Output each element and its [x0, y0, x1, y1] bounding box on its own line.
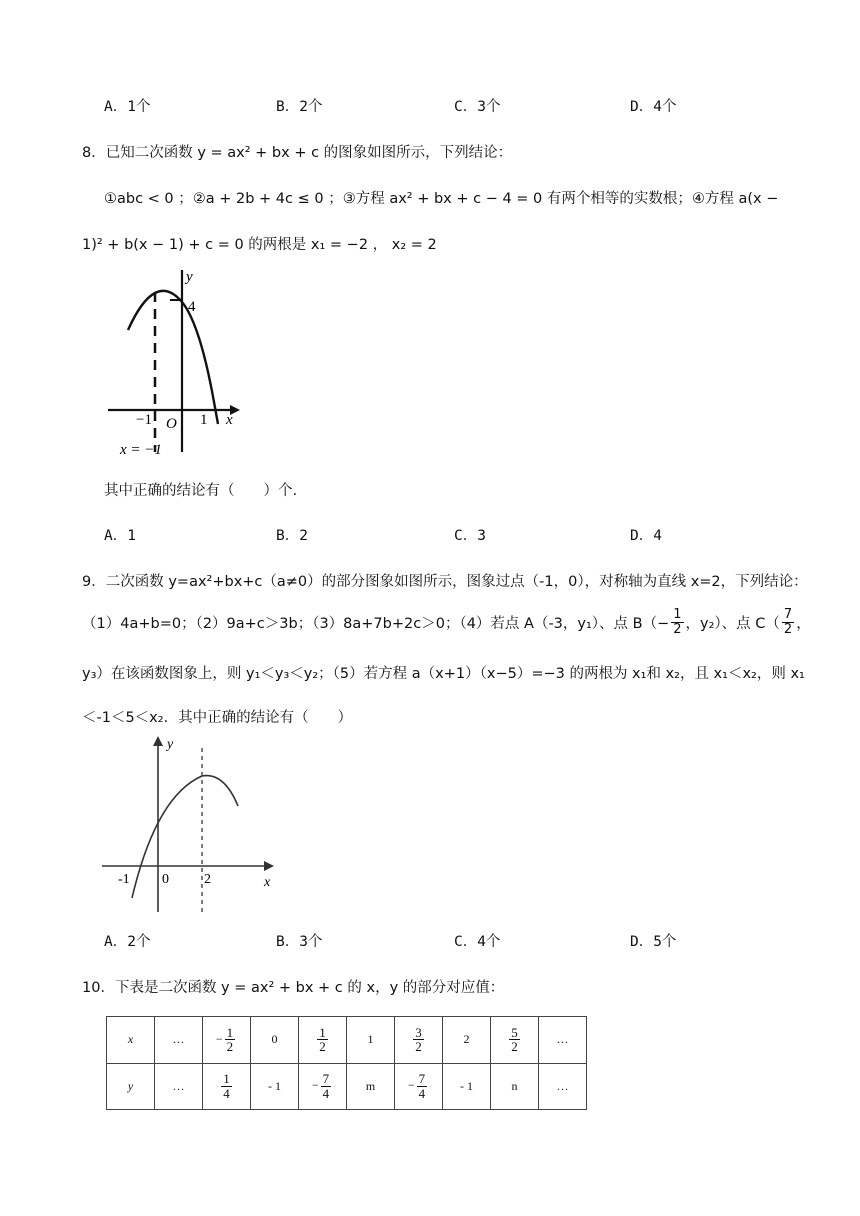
q8-neg-one-label: −1 [136, 412, 152, 428]
q7-option-b: B．2个 [276, 99, 323, 115]
q9-option-d: D．5个 [630, 934, 677, 950]
table-cell: … [539, 1063, 587, 1110]
table-cell: m [347, 1063, 395, 1110]
q8-vertex-label: 4 [188, 299, 196, 315]
q9-line2-part-a: （1）4a+b=0；（2）9a+c＞3b；（3）8a+7b+2c＞0；（4）若点 A（-3，y₁）、点 B（− [82, 615, 670, 632]
q9-conclusions-line2 [82, 608, 811, 636]
table-cell: − $\frac{7}{4}$ [299, 1063, 347, 1110]
table-row-x [107, 1017, 587, 1064]
table-cell: n [491, 1063, 539, 1110]
q9-line2-part-b: ，y₂）、点 C（ [685, 615, 780, 632]
q9-parabola-curve [132, 776, 238, 898]
table-cell: … [155, 1063, 203, 1110]
q9-two-label: 2 [204, 872, 211, 887]
table-row-y [107, 1063, 587, 1110]
q8-parabola-curve [128, 291, 218, 424]
q8-one-label: 1 [200, 412, 208, 428]
q9-stem: 9．二次函数 y=ax²+bx+c（a≠0）的部分图象如图所示，图象过点（-1，0），对称轴为直线 x=2，下列结论： [82, 574, 808, 590]
table-cell: … [539, 1017, 587, 1064]
q8-stem: 8．已知二次函数 y = ax² + bx + c 的图象如图所示，下列结论： [82, 145, 513, 161]
q8-x-label: x [226, 412, 233, 428]
q8-option-a: A．1 [104, 528, 136, 544]
q7-option-a: A．1个 [104, 99, 151, 115]
q9-y-label: y [167, 737, 174, 752]
table-cell: 1 [347, 1017, 395, 1064]
table-cell: 2 [443, 1017, 491, 1064]
q9-option-b: B．3个 [276, 934, 323, 950]
q9-line2-part-c: ， [796, 615, 811, 632]
q8-axis-equation: x = −1 [120, 442, 162, 458]
q8-option-c: C．3 [454, 528, 486, 544]
table-cell: 0 [251, 1017, 299, 1064]
table-cell: x [107, 1017, 155, 1064]
q9-y-arrow [153, 736, 163, 746]
table-cell: $\frac{1}{4}$ [203, 1063, 251, 1110]
q10-value-table [106, 1016, 587, 1110]
q9-conclusions-line3: y₃）在该函数图象上，则 y₁＜y₃＜y₂；（5）若方程 a（x+1）（x−5）=−3 的两根为 x₁和 x₂，且 x₁＜x₂，则 x₁ [82, 666, 805, 682]
q8-y-label: y [186, 269, 193, 285]
q8-parabola-graph [100, 262, 245, 458]
q8-origin-label: O [166, 416, 177, 432]
q9-parabola-graph [96, 732, 286, 918]
q10-stem: 10．下表是二次函数 y = ax² + bx + c 的 x，y 的部分对应值： [82, 980, 505, 996]
q8-conclusions-line1: ①abc < 0 ；②a + 2b + 4c ≤ 0 ；③方程 ax² + bx + c − 4 = 0 有两个相等的实数根；④方程 a(x − [104, 191, 779, 207]
q8-conclusions-line2: 1)² + b(x − 1) + c = 0 的两根是 x₁ = −2 ， x₂ = 2 [82, 237, 437, 253]
table-cell: − $\frac{7}{4}$ [395, 1063, 443, 1110]
q7-option-c: C．3个 [454, 99, 501, 115]
q9-fraction-one-half: $\frac{1}{2}$ [673, 607, 682, 637]
table-cell: − $\frac{1}{2}$ [203, 1017, 251, 1064]
q9-neg-one-label: -1 [118, 872, 130, 887]
q8-question: 其中正确的结论有（ ）个. [104, 483, 298, 499]
table-cell: - 1 [443, 1063, 491, 1110]
q9-option-a: A．2个 [104, 934, 151, 950]
table-cell: … [155, 1017, 203, 1064]
q9-x-arrow [264, 861, 274, 871]
q8-option-d: D．4 [630, 528, 662, 544]
q9-fraction-seven-halves: $\frac{7}{2}$ [783, 607, 793, 637]
table-cell: $\frac{5}{2}$ [491, 1017, 539, 1064]
table-cell: $\frac{3}{2}$ [395, 1017, 443, 1064]
q9-x-label: x [264, 875, 271, 890]
table-cell: - 1 [251, 1063, 299, 1110]
q9-origin-label: 0 [162, 872, 169, 887]
table-cell: y [107, 1063, 155, 1110]
q9-option-c: C．4个 [454, 934, 501, 950]
table-cell: $\frac{1}{2}$ [299, 1017, 347, 1064]
q7-option-d: D．4个 [630, 99, 677, 115]
q9-question: ＜-1＜5＜x₂．其中正确的结论有（ ） [82, 710, 353, 726]
q8-option-b: B．2 [276, 528, 308, 544]
